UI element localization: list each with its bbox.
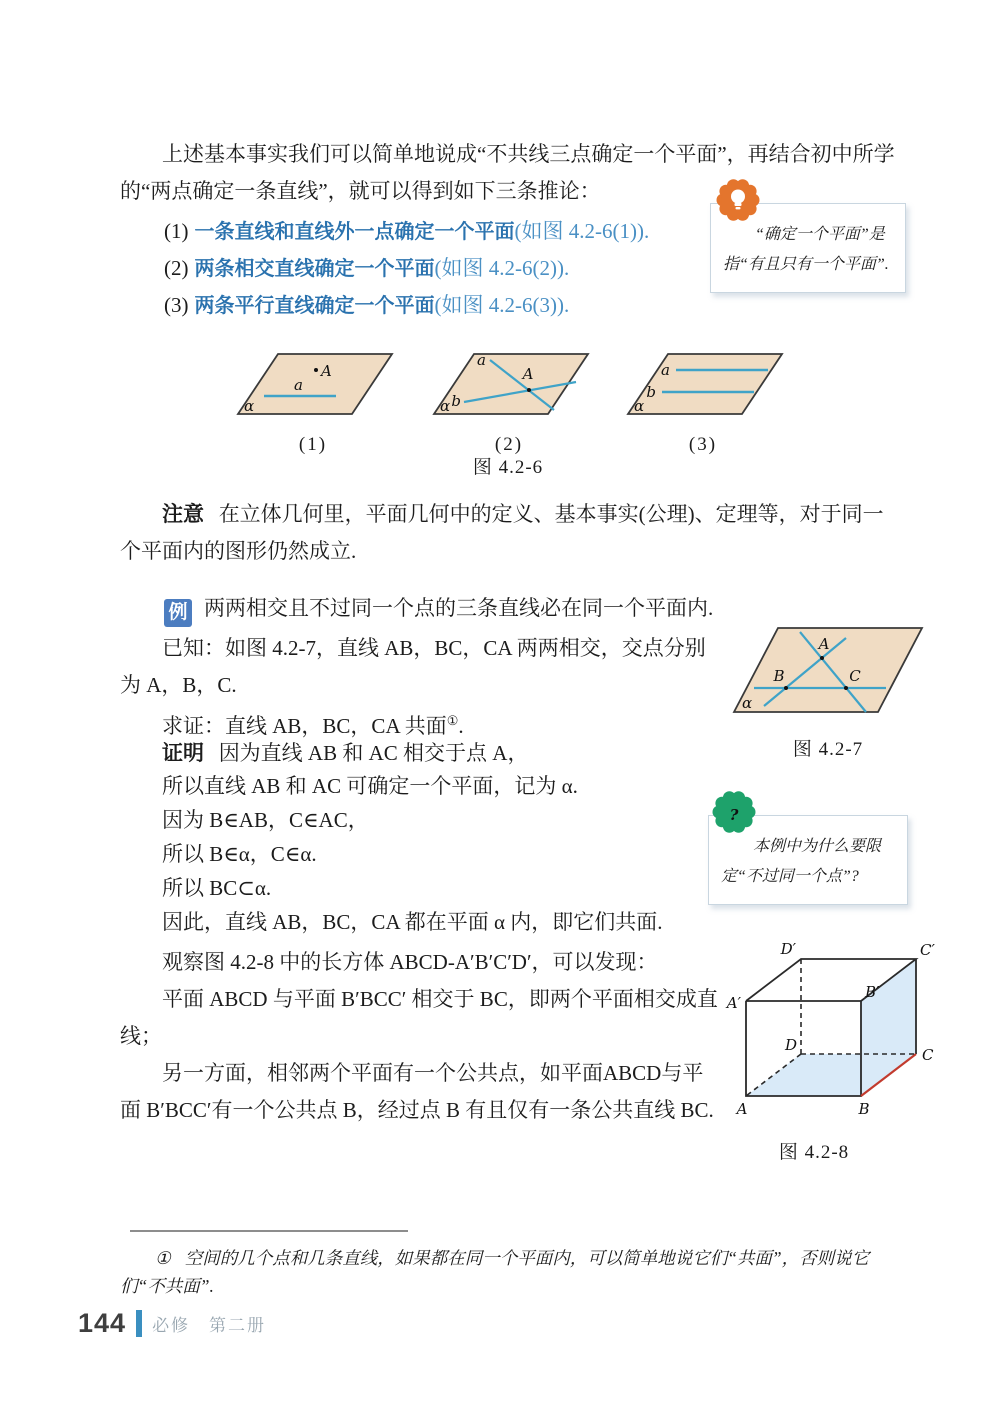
point-label-A: A	[818, 635, 830, 653]
proof-line: 所以 BC⊂α.	[162, 876, 272, 900]
page-footer	[78, 1308, 266, 1339]
book-title: 必修 第二册	[152, 1316, 267, 1335]
observation-paragraph: 平面 ABCD 与平面 B′BCC′ 相交于 BC，即两个平面相交成直线；	[120, 987, 718, 1048]
vertex-label-C-prime: C′	[920, 941, 935, 959]
line-label-a: a	[477, 351, 486, 369]
footnote-reference: ①	[446, 713, 459, 728]
note-label: 注意	[162, 503, 204, 526]
line-label-a: a	[661, 361, 670, 379]
cuboid-diagram	[724, 938, 944, 1128]
example-statement: 两两相交且不过同一个点的三条直线必在同一个平面内.	[204, 596, 714, 620]
vertex-label-A-prime: A′	[726, 994, 741, 1012]
corollary-item-2	[164, 250, 649, 287]
vertex-label-A: A	[736, 1100, 748, 1118]
point-label-A: A	[321, 362, 332, 380]
note-paragraph	[120, 496, 902, 570]
point-label-C: C	[849, 667, 861, 685]
fig426-panel-3	[618, 348, 788, 456]
corollary-statement: 一条直线和直线外一点确定一个平面	[194, 221, 515, 243]
proof-line: 所以 B∈α，C∈α.	[162, 842, 317, 866]
panel-label: (1)	[298, 434, 328, 455]
corollary-list	[164, 213, 649, 324]
vertex-label-D-prime: D′	[780, 940, 796, 958]
plane-label-alpha: α	[634, 397, 645, 415]
footnote-marker: ①	[155, 1248, 171, 1268]
vertex-label-D: D	[784, 1036, 797, 1054]
corollary-number: (2)	[164, 256, 189, 280]
observation-paragraph: 另一方面，相邻两个平面有一个公共点，如平面ABCD与平面 B′BCC′有一个公共点 B，经过点 B 有且仅有一条公共直线 BC.	[120, 1061, 714, 1122]
note-text: 在立体几何里，平面几何中的定义、基本事实(公理)、定理等，对于同一个平面内的图形仍然成立.	[120, 502, 884, 563]
fig427-caption: 图 4.2-7	[792, 739, 864, 760]
plane-diagram-intersecting-lines	[424, 348, 594, 423]
corollary-figure-ref: (如图 4.2-6(2)).	[434, 256, 570, 280]
fig426-caption: 图 4.2-6	[472, 457, 544, 478]
fig428-caption: 图 4.2-8	[778, 1142, 850, 1163]
to-prove-period: .	[458, 714, 464, 738]
plane-label-alpha: α	[440, 397, 451, 415]
plane-diagram-triangle-lines	[728, 616, 928, 721]
fig428	[724, 938, 944, 1164]
panel-label: (2)	[494, 434, 524, 455]
plane-diagram-parallel-lines	[618, 348, 788, 423]
proof-label: 证明	[162, 742, 204, 765]
observation-paragraph: 观察图 4.2-8 中的长方体 ABCD-A′B′C′D′，可以发现：	[162, 950, 658, 974]
proof-first-line	[120, 735, 724, 772]
fig426-panel-1	[228, 348, 398, 456]
footnote-divider	[130, 1230, 408, 1232]
corollary-figure-ref: (如图 4.2-6(3)).	[434, 293, 570, 317]
corollary-statement: 两条相交直线确定一个平面	[194, 258, 435, 280]
proof-line: 因此，直线 AB，BC，CA 都在平面 α 内，即它们共面.	[162, 910, 663, 934]
fig426-panel-2	[424, 348, 594, 456]
corollary-number: (3)	[164, 293, 189, 317]
page-number: 144	[78, 1308, 127, 1338]
footer-divider-bar	[136, 1310, 142, 1337]
corollary-statement: 两条平行直线确定一个平面	[194, 295, 435, 317]
point-label-B: B	[773, 667, 785, 685]
proof-line: 因为 B∈AB，C∈AC，	[162, 808, 369, 832]
question-icon	[712, 790, 756, 834]
fig427	[728, 616, 928, 761]
line-label-b: b	[451, 392, 461, 410]
plane-label-alpha: α	[742, 694, 753, 712]
intro-paragraph: 上述基本事实我们可以简单地说成“不共线三点确定一个平面”，再结合初中所学的“两点确定一条直线”，就可以得到如下三条推论：	[120, 142, 895, 203]
lightbulb-icon	[716, 178, 760, 222]
corollary-number: (1)	[164, 219, 189, 243]
point-label-A: A	[522, 365, 534, 383]
observation-block	[120, 944, 724, 1129]
svg-text:?: ?	[729, 806, 739, 824]
example-given: 已知：如图 4.2-7，直线 AB，BC，CA 两两相交，交点分别为 A，B，C.	[120, 636, 706, 697]
corollary-item-3	[164, 287, 649, 324]
proof-first-text: 因为直线 AB 和 AC 相交于点 A，	[218, 741, 529, 765]
proof-lines	[120, 769, 724, 939]
line-label-a: a	[294, 376, 303, 394]
proof-line: 所以直线 AB 和 AC 可确定一个平面，记为 α.	[162, 774, 578, 798]
line-label-b: b	[646, 383, 656, 401]
footnote	[120, 1244, 908, 1300]
tip-box: “确定一个平面”是指“有且只有一个平面”.	[710, 203, 906, 293]
to-prove-text: 求证：直线 AB，BC，CA 共面	[162, 714, 447, 738]
vertex-label-B: B	[858, 1100, 870, 1118]
corollary-figure-ref: (如图 4.2-6(1)).	[514, 219, 650, 243]
plane-label-alpha: α	[244, 397, 255, 415]
corollary-item-1	[164, 213, 649, 250]
footnote-text: 空间的几个点和几条直线，如果都在同一个平面内，可以简单地说它们“共面”，否则说它们“不共面”.	[120, 1248, 870, 1296]
vertex-label-B-prime: B′	[865, 983, 880, 1001]
panel-label: (3)	[688, 434, 718, 455]
plane-diagram-line-and-point	[228, 348, 398, 423]
example-badge: 例	[164, 599, 192, 627]
question-box: 本例中为什么要限定“不过同一个点”?	[708, 815, 908, 905]
vertex-label-C: C	[922, 1046, 934, 1064]
